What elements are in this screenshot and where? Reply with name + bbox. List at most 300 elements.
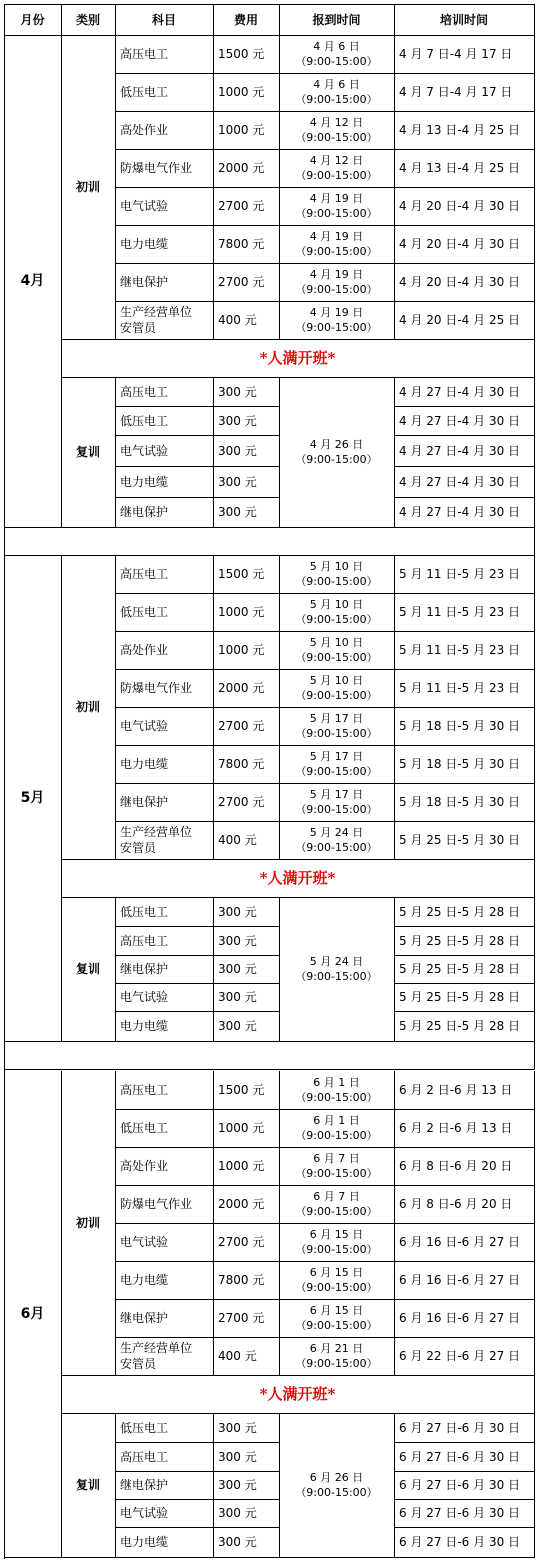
training-time-cell-text: 4 月 20 日-4 月 30 日 — [399, 237, 521, 251]
fee-cell-text: 300 元 — [218, 474, 257, 489]
subject-cell-text: 电气试验 — [120, 990, 169, 1004]
report-date: 4 月 12 日 — [309, 116, 364, 129]
full-class-note-text: *人满开班* — [259, 349, 336, 367]
month-cell — [4, 35, 62, 528]
fee-cell — [213, 1413, 280, 1443]
subject-cell-text: 电气试验 — [120, 1235, 169, 1249]
training-time-cell-text: 6 月 8 日-6 月 20 日 — [399, 1159, 513, 1173]
training-time-cell-text: 6 月 27 日-6 月 30 日 — [399, 1535, 521, 1549]
subject-cell — [115, 187, 214, 226]
training-time-cell — [394, 1413, 535, 1443]
fee-cell-text: 400 元 — [218, 833, 257, 847]
month-cell — [4, 1071, 62, 1558]
subject-cell-text: 电力电缆 — [120, 757, 169, 771]
training-time-cell-text: 5 月 25 日-5 月 28 日 — [399, 990, 521, 1004]
subject-cell-text: 低压电工 — [120, 413, 169, 428]
training-time-cell-text: 6 月 27 日-6 月 30 日 — [399, 1478, 521, 1492]
report-time-cell — [279, 593, 395, 632]
report-hours: （9:00-15:00） — [295, 207, 378, 220]
training-time-cell — [394, 1147, 535, 1186]
training-time-cell — [394, 263, 535, 302]
subject-cell — [115, 1109, 214, 1148]
subject-cell-text: 继电保护 — [120, 505, 169, 519]
report-hours: （9:00-15:00） — [295, 803, 378, 816]
training-time-cell-text: 6 月 27 日-6 月 30 日 — [399, 1506, 521, 1520]
fee-cell — [213, 1185, 280, 1224]
report-date: 4 月 19 日 — [309, 306, 364, 319]
report-hours: （9:00-15:00） — [295, 1243, 378, 1256]
fee-cell-text: 1000 元 — [218, 643, 265, 657]
refresher-report-time-cell — [279, 1413, 395, 1558]
training-time-cell — [394, 631, 535, 670]
fee-cell-text: 400 元 — [218, 1349, 257, 1363]
fee-cell — [213, 631, 280, 670]
report-date: 6 月 7 日 — [313, 1190, 360, 1203]
fee-cell — [213, 377, 280, 407]
subject-cell-text: 高处作业 — [120, 123, 169, 137]
report-date: 5 月 10 日 — [309, 598, 364, 611]
subject-cell-text: 电力电缆 — [120, 1535, 169, 1549]
subject-cell — [115, 1223, 214, 1262]
training-time-cell — [394, 1499, 535, 1528]
report-date: 5 月 24 日 — [309, 826, 364, 839]
report-date: 4 月 26 日 — [309, 438, 364, 451]
fee-cell-text: 300 元 — [218, 505, 257, 519]
training-time-cell-text: 4 月 13 日-4 月 25 日 — [399, 161, 521, 175]
fee-cell-text: 2700 元 — [218, 275, 265, 289]
fee-cell-text: 2700 元 — [218, 1235, 265, 1249]
subject-cell-text: 电气试验 — [120, 1506, 169, 1520]
subject-cell — [115, 466, 214, 498]
subject-line-2: 安管员 — [120, 1357, 157, 1371]
fee-cell — [213, 669, 280, 708]
report-date: 4 月 19 日 — [309, 268, 364, 281]
report-hours: （9:00-15:00） — [295, 575, 378, 588]
report-hours: （9:00-15:00） — [295, 970, 378, 983]
subject-cell-text: 防爆电气作业 — [120, 681, 193, 695]
report-hours: （9:00-15:00） — [295, 689, 378, 702]
subject-cell — [115, 1071, 214, 1110]
fee-cell — [213, 707, 280, 746]
fee-cell-text: 2000 元 — [218, 161, 265, 175]
training-time-cell-text: 4 月 20 日-4 月 30 日 — [399, 199, 521, 213]
month-cell — [4, 555, 62, 1042]
training-time-cell-text: 5 月 25 日-5 月 28 日 — [399, 962, 521, 976]
category-initial — [61, 555, 116, 860]
report-hours: （9:00-15:00） — [295, 321, 378, 334]
fee-cell — [213, 1147, 280, 1186]
report-time-cell — [279, 631, 395, 670]
training-time-cell — [394, 983, 535, 1012]
subject-cell-text: 低压电工 — [120, 605, 169, 619]
report-hours: （9:00-15:00） — [295, 727, 378, 740]
report-time-cell — [279, 1223, 395, 1262]
report-hours: （9:00-15:00） — [295, 1091, 378, 1104]
report-time-cell — [279, 707, 395, 746]
training-time-cell — [394, 73, 535, 112]
subject-line-2: 安管员 — [120, 841, 157, 855]
fee-cell — [213, 111, 280, 150]
report-hours: （9:00-15:00） — [295, 93, 378, 106]
report-hours: （9:00-15:00） — [295, 169, 378, 182]
subject-cell — [115, 1147, 214, 1186]
full-class-note — [61, 1375, 535, 1414]
fee-cell-text: 300 元 — [218, 443, 257, 458]
category-initial-text: 初训 — [75, 1216, 100, 1230]
training-time-cell — [394, 707, 535, 746]
subject-cell — [115, 983, 214, 1012]
training-time-cell — [394, 783, 535, 822]
report-time-cell — [279, 301, 395, 340]
report-time-cell — [279, 1337, 395, 1376]
fee-cell-text: 2000 元 — [218, 681, 265, 695]
subject-cell — [115, 783, 214, 822]
report-hours: （9:00-15:00） — [295, 1319, 378, 1332]
training-time-cell-text: 6 月 27 日-6 月 30 日 — [399, 1420, 521, 1435]
subject-cell-text: 高压电工 — [120, 47, 169, 61]
subject-cell — [115, 1442, 214, 1472]
report-time-cell — [279, 111, 395, 150]
subject-cell — [115, 955, 214, 984]
category-refresher-text: 复训 — [75, 445, 100, 459]
report-time-cell — [279, 1185, 395, 1224]
fee-cell-text: 300 元 — [218, 1449, 257, 1464]
training-time-cell-text: 6 月 16 日-6 月 27 日 — [399, 1235, 521, 1249]
training-time-cell — [394, 897, 535, 927]
fee-cell — [213, 1071, 280, 1110]
training-time-cell — [394, 149, 535, 188]
category-initial-text: 初训 — [75, 180, 100, 194]
fee-cell-text: 1000 元 — [218, 1159, 265, 1173]
training-time-cell — [394, 1071, 535, 1110]
training-time-cell — [394, 1442, 535, 1472]
subject-line-1: 生产经营单位 — [120, 1341, 193, 1355]
fee-cell-text: 2000 元 — [218, 1197, 265, 1211]
report-date: 6 月 21 日 — [309, 1342, 364, 1355]
training-time-cell — [394, 555, 535, 594]
training-time-cell-text: 4 月 13 日-4 月 25 日 — [399, 123, 521, 137]
report-time-cell — [279, 669, 395, 708]
subject-cell — [115, 1527, 214, 1558]
report-date: 5 月 17 日 — [309, 750, 364, 763]
fee-cell — [213, 1499, 280, 1528]
subject-cell-text: 高压电工 — [120, 1083, 169, 1097]
training-time-cell-text: 4 月 27 日-4 月 30 日 — [399, 384, 521, 399]
month-cell-text: 4月 — [20, 273, 45, 289]
training-time-cell-text: 4 月 7 日-4 月 17 日 — [399, 47, 513, 61]
fee-cell — [213, 1261, 280, 1300]
subject-cell — [115, 707, 214, 746]
fee-cell — [213, 897, 280, 927]
report-time-cell — [279, 187, 395, 226]
report-date: 6 月 1 日 — [313, 1114, 360, 1127]
fee-cell-text: 2700 元 — [218, 1311, 265, 1325]
fee-cell-text: 2700 元 — [218, 199, 265, 213]
fee-cell-text: 1500 元 — [218, 567, 265, 581]
full-class-note-text: *人满开班* — [259, 869, 336, 887]
subject-cell — [115, 263, 214, 302]
header-fee-text: 费用 — [233, 12, 258, 27]
category-initial — [61, 1071, 116, 1376]
training-time-cell-text: 5 月 11 日-5 月 23 日 — [399, 681, 521, 695]
training-time-cell — [394, 593, 535, 632]
report-time-cell — [279, 149, 395, 188]
report-hours: （9:00-15:00） — [295, 651, 378, 664]
header-report-time — [279, 4, 395, 36]
subject-cell-text: 高压电工 — [120, 567, 169, 581]
fee-cell-text: 1000 元 — [218, 1121, 265, 1135]
subject-cell-text: 低压电工 — [120, 1420, 169, 1435]
fee-cell-text: 300 元 — [218, 1019, 257, 1033]
report-date: 4 月 19 日 — [309, 230, 364, 243]
subject-cell-text: 电力电缆 — [120, 237, 169, 251]
subject-cell-text: 电力电缆 — [120, 1019, 169, 1033]
fee-cell-text: 300 元 — [218, 1506, 257, 1520]
fee-cell — [213, 1442, 280, 1472]
subject-cell — [115, 73, 214, 112]
fee-cell — [213, 35, 280, 74]
report-date: 4 月 19 日 — [309, 192, 364, 205]
subject-cell-text: 高压电工 — [120, 1449, 169, 1464]
refresher-report-time-cell — [279, 897, 395, 1042]
report-date: 6 月 7 日 — [313, 1152, 360, 1165]
subject-cell-text: 高压电工 — [120, 933, 169, 948]
training-time-cell-text: 6 月 27 日-6 月 30 日 — [399, 1449, 521, 1464]
report-time-cell — [279, 225, 395, 264]
subject-cell — [115, 593, 214, 632]
fee-cell — [213, 1527, 280, 1558]
fee-cell-text: 1000 元 — [218, 123, 265, 137]
subject-cell-text: 继电保护 — [120, 1311, 169, 1325]
subject-cell — [115, 377, 214, 407]
header-category — [61, 4, 116, 36]
report-hours: （9:00-15:00） — [295, 613, 378, 626]
training-time-cell-text: 4 月 20 日-4 月 25 日 — [399, 313, 521, 327]
subject-cell-text: 继电保护 — [120, 1478, 169, 1492]
subject-cell — [115, 631, 214, 670]
training-time-cell — [394, 1185, 535, 1224]
fee-cell-text: 400 元 — [218, 313, 257, 327]
fee-cell-text: 1500 元 — [218, 1083, 265, 1097]
fee-cell — [213, 1223, 280, 1262]
header-subject-text: 科目 — [151, 12, 176, 27]
training-time-cell-text: 5 月 18 日-5 月 30 日 — [399, 757, 521, 771]
fee-cell — [213, 149, 280, 188]
report-hours: （9:00-15:00） — [295, 283, 378, 296]
training-time-cell — [394, 1223, 535, 1262]
training-time-cell-text: 6 月 16 日-6 月 27 日 — [399, 1311, 521, 1325]
training-time-cell-text: 5 月 25 日-5 月 28 日 — [399, 904, 521, 919]
subject-cell — [115, 497, 214, 528]
category-refresher — [61, 377, 116, 528]
training-time-cell — [394, 406, 535, 436]
fee-cell — [213, 745, 280, 784]
subject-cell — [115, 111, 214, 150]
report-date: 6 月 1 日 — [313, 1076, 360, 1089]
fee-cell — [213, 301, 280, 340]
report-date: 5 月 10 日 — [309, 560, 364, 573]
header-month — [4, 4, 62, 36]
fee-cell — [213, 263, 280, 302]
fee-cell-text: 300 元 — [218, 904, 257, 919]
training-time-cell — [394, 111, 535, 150]
subject-cell-text: 继电保护 — [120, 795, 169, 809]
fee-cell — [213, 1471, 280, 1500]
category-refresher-text: 复训 — [75, 1478, 100, 1492]
subject-cell-text: 高处作业 — [120, 643, 169, 657]
subject-line-2: 安管员 — [120, 321, 157, 335]
month-cell-text: 5月 — [20, 790, 45, 806]
report-date: 5 月 24 日 — [309, 955, 364, 968]
fee-cell — [213, 955, 280, 984]
fee-cell — [213, 187, 280, 226]
report-hours: （9:00-15:00） — [295, 245, 378, 258]
report-date: 6 月 26 日 — [309, 1471, 364, 1484]
fee-cell-text: 300 元 — [218, 1420, 257, 1435]
subject-cell-text: 电气试验 — [120, 199, 169, 213]
fee-cell — [213, 73, 280, 112]
fee-cell-text: 300 元 — [218, 1478, 257, 1492]
training-time-cell-text: 5 月 11 日-5 月 23 日 — [399, 643, 521, 657]
header-training-time — [394, 4, 535, 36]
report-date: 5 月 17 日 — [309, 788, 364, 801]
fee-cell — [213, 1337, 280, 1376]
training-time-cell-text: 4 月 20 日-4 月 30 日 — [399, 275, 521, 289]
report-date: 6 月 15 日 — [309, 1266, 364, 1279]
refresher-report-time-cell — [279, 377, 395, 528]
subject-cell — [115, 1011, 214, 1042]
training-time-cell-text: 5 月 25 日-5 月 28 日 — [399, 933, 521, 948]
subject-cell — [115, 1471, 214, 1500]
training-time-cell-text: 5 月 25 日-5 月 30 日 — [399, 833, 521, 847]
training-time-cell — [394, 1471, 535, 1500]
training-time-cell-text: 6 月 2 日-6 月 13 日 — [399, 1121, 513, 1135]
training-time-cell — [394, 745, 535, 784]
header-training-time-text: 培训时间 — [439, 12, 488, 27]
training-time-cell-text: 4 月 27 日-4 月 30 日 — [399, 413, 521, 428]
category-refresher-text: 复训 — [75, 962, 100, 976]
training-time-cell — [394, 497, 535, 528]
fee-cell-text: 300 元 — [218, 962, 257, 976]
report-date: 6 月 15 日 — [309, 1228, 364, 1241]
report-time-cell — [279, 783, 395, 822]
report-date: 6 月 15 日 — [309, 1304, 364, 1317]
training-time-cell-text: 4 月 27 日-4 月 30 日 — [399, 443, 521, 458]
subject-cell-text: 电力电缆 — [120, 1273, 169, 1287]
header-report-time-text: 报到时间 — [312, 12, 361, 27]
category-refresher — [61, 1413, 116, 1558]
fee-cell-text: 7800 元 — [218, 757, 265, 771]
fee-cell — [213, 406, 280, 436]
training-time-cell-text: 5 月 18 日-5 月 30 日 — [399, 795, 521, 809]
category-initial-text: 初训 — [75, 700, 100, 714]
report-hours: （9:00-15:00） — [295, 131, 378, 144]
subject-cell — [115, 1261, 214, 1300]
subject-cell — [115, 669, 214, 708]
training-time-cell — [394, 1109, 535, 1148]
fee-cell — [213, 983, 280, 1012]
training-time-cell — [394, 301, 535, 340]
fee-cell-text: 300 元 — [218, 413, 257, 428]
fee-cell — [213, 1109, 280, 1148]
report-hours: （9:00-15:00） — [295, 841, 378, 854]
month-cell-text: 6月 — [20, 1306, 45, 1322]
subject-cell — [115, 821, 214, 860]
report-time-cell — [279, 745, 395, 784]
fee-cell-text: 7800 元 — [218, 1273, 265, 1287]
subject-cell-text: 电力电缆 — [120, 474, 169, 489]
training-time-cell — [394, 1011, 535, 1042]
report-hours: （9:00-15:00） — [295, 765, 378, 778]
subject-cell — [115, 1499, 214, 1528]
report-time-cell — [279, 73, 395, 112]
subject-cell-text: 高处作业 — [120, 1159, 169, 1173]
fee-cell-text: 1000 元 — [218, 605, 265, 619]
subject-line-1: 生产经营单位 — [120, 825, 193, 839]
report-time-cell — [279, 1299, 395, 1338]
full-class-note — [61, 859, 535, 898]
fee-cell-text: 1500 元 — [218, 47, 265, 61]
category-initial — [61, 35, 116, 340]
training-time-cell-text: 5 月 18 日-5 月 30 日 — [399, 719, 521, 733]
subject-line-1: 生产经营单位 — [120, 305, 193, 319]
report-hours: （9:00-15:00） — [295, 1281, 378, 1294]
report-hours: （9:00-15:00） — [295, 1205, 378, 1218]
fee-cell — [213, 225, 280, 264]
report-hours: （9:00-15:00） — [295, 1357, 378, 1370]
report-time-cell — [279, 263, 395, 302]
report-date: 4 月 6 日 — [313, 78, 360, 91]
subject-cell — [115, 435, 214, 467]
fee-cell — [213, 821, 280, 860]
training-time-cell-text: 5 月 11 日-5 月 23 日 — [399, 567, 521, 581]
fee-cell-text: 2700 元 — [218, 719, 265, 733]
training-time-cell — [394, 187, 535, 226]
training-time-cell-text: 5 月 11 日-5 月 23 日 — [399, 605, 521, 619]
report-date: 5 月 10 日 — [309, 636, 364, 649]
report-date: 5 月 17 日 — [309, 712, 364, 725]
fee-cell — [213, 1299, 280, 1338]
training-time-cell — [394, 821, 535, 860]
header-month-text: 月份 — [20, 12, 45, 27]
report-hours: （9:00-15:00） — [295, 1167, 378, 1180]
subject-cell — [115, 926, 214, 956]
fee-cell — [213, 435, 280, 467]
subject-cell — [115, 1413, 214, 1443]
subject-cell-text: 继电保护 — [120, 275, 169, 289]
training-time-cell — [394, 1337, 535, 1376]
subject-cell — [115, 35, 214, 74]
training-time-cell-text: 6 月 8 日-6 月 20 日 — [399, 1197, 513, 1211]
full-class-note — [61, 339, 535, 378]
subject-cell-text: 防爆电气作业 — [120, 161, 193, 175]
report-date: 5 月 10 日 — [309, 674, 364, 687]
training-time-cell — [394, 1527, 535, 1558]
fee-cell-text: 300 元 — [218, 1535, 257, 1549]
subject-cell — [115, 1185, 214, 1224]
training-time-cell-text: 6 月 2 日-6 月 13 日 — [399, 1083, 513, 1097]
training-time-cell — [394, 1261, 535, 1300]
report-time-cell — [279, 1071, 395, 1110]
subject-cell — [115, 1299, 214, 1338]
fee-cell-text: 7800 元 — [218, 237, 265, 251]
training-time-cell — [394, 955, 535, 984]
fee-cell — [213, 497, 280, 528]
subject-cell — [115, 897, 214, 927]
training-time-cell-text: 4 月 27 日-4 月 30 日 — [399, 505, 521, 519]
subject-cell — [115, 745, 214, 784]
fee-cell — [213, 783, 280, 822]
